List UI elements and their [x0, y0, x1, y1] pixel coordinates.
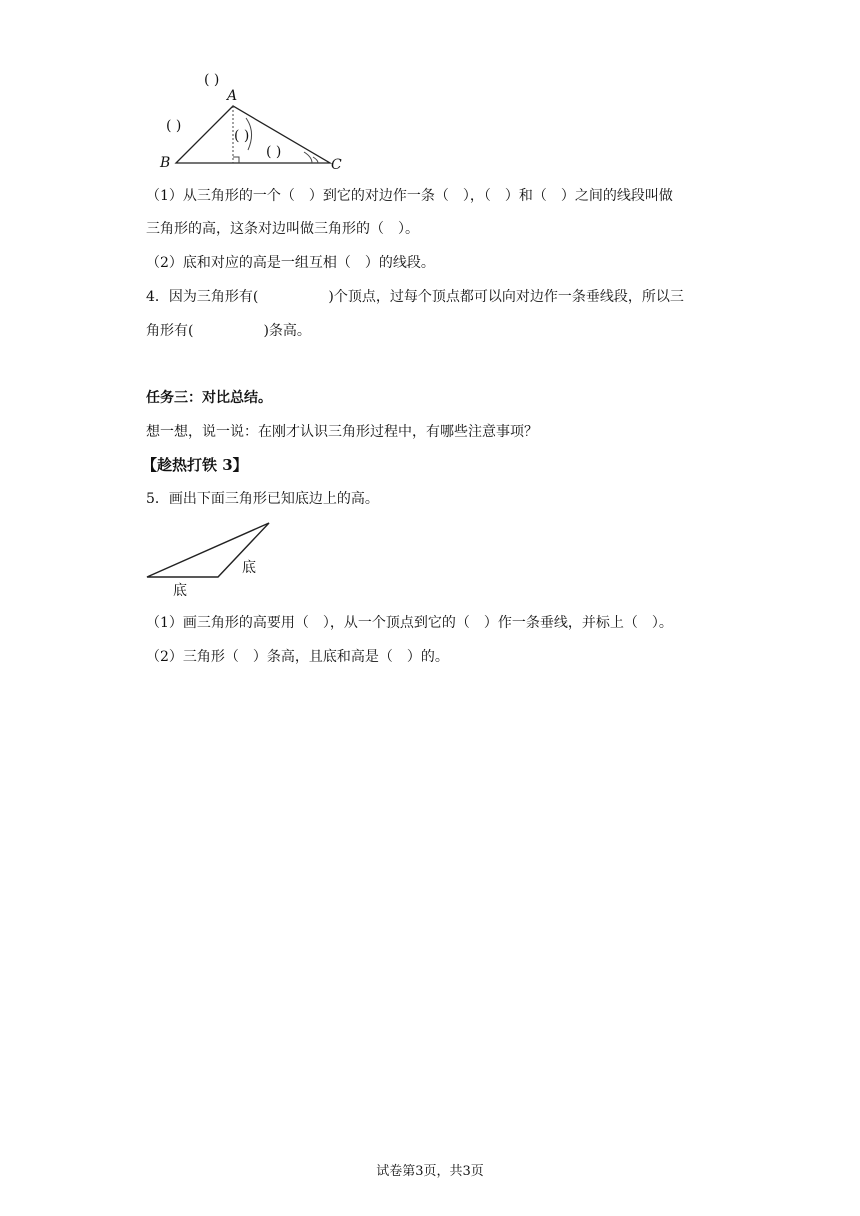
- fig1-paren-base: ( ): [266, 144, 282, 160]
- fig2-drawing: [0, 0, 300, 600]
- fig1-paren-left: ( ): [166, 118, 182, 134]
- fig2-label-side: 底: [242, 560, 256, 576]
- fig1-paren-top: ( ): [204, 72, 220, 88]
- fig1-vertex-b: B: [160, 155, 171, 171]
- fig1-angle-arc-c2: [304, 152, 312, 163]
- fig1-vertex-c: C: [331, 157, 342, 173]
- task3-prompt: 想一想，说一说：在刚才认识三角形过程中，有哪些注意事项？: [146, 424, 538, 440]
- q3-part2: （2）底和对应的高是一组互相（ ）的线段。: [146, 255, 435, 271]
- q5-prompt: 5．画出下面三角形已知底边上的高。: [146, 491, 379, 507]
- q4-line1: 4．因为三角形有( )个顶点，过每个顶点都可以向对边作一条垂线段，所以三: [146, 289, 684, 305]
- q3-part1-line2: 三角形的高，这条对边叫做三角形的（ ）。: [146, 221, 419, 237]
- fig1-paren-mid: ( ): [234, 128, 250, 144]
- q3-part1-line1: （1）从三角形的一个（ ）到它的对边作一条（ ），（ ）和（ ）之间的线段叫做: [146, 188, 673, 204]
- task3-title: 任务三：对比总结。: [146, 390, 272, 406]
- page-footer: 试卷第3页，共3页: [376, 1164, 484, 1179]
- fig1-vertex-a: A: [227, 88, 238, 104]
- fig2-label-bottom: 底: [173, 583, 187, 599]
- q5-part2: （2）三角形（ ）条高，且底和高是（ ）的。: [146, 649, 449, 665]
- q5-part1: （1）画三角形的高要用（ ），从一个顶点到它的（ ）作一条垂线，并标上（ ）。: [146, 615, 673, 631]
- practice-title: 【趁热打铁 3】: [142, 456, 248, 474]
- q4-line2: 角形有( )条高。: [146, 323, 311, 339]
- fig1-angle-arc-c: [313, 157, 318, 163]
